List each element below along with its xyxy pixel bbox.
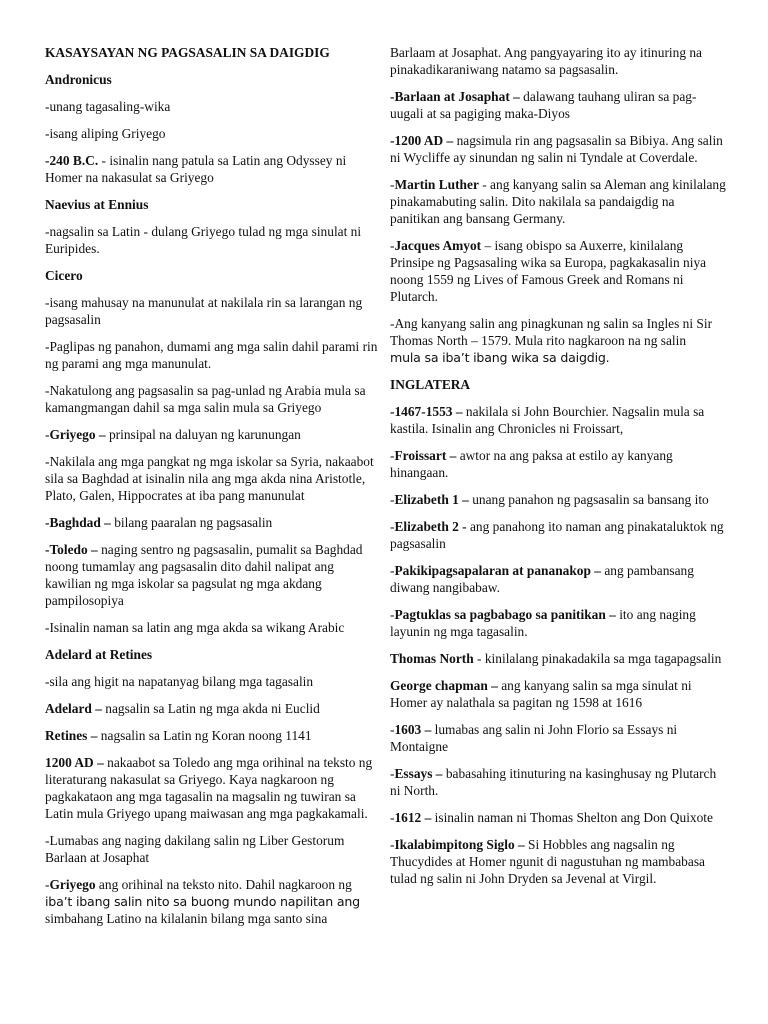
- entry-1603: -1603 – lumabas ang salin ni John Florio sa Essays ni Montaigne: [390, 722, 678, 754]
- heading-naevius-ennius: Naevius at Ennius: [45, 197, 149, 212]
- entry-240bc: -240 B.C. - isinalin nang patula sa Latin ang Odyssey ni Homer na nakasulat sa Griyego: [45, 153, 347, 185]
- paragraph: -Paglipas ng panahon, dumami ang mga salin dahil parami rin ng parami ang mga manunulat.: [45, 339, 378, 371]
- left-column: [45, 44, 381, 937]
- entry-jacques-amyot: -Jacques Amyot – isang obispo sa Auxerre, kinilalang Prinsipe ng Pagsasaling wika sa Europa, pagkakasalin niya noong 1559 ng Lives of Famous Greek and Romans ni Plutarch.: [390, 238, 707, 304]
- entry-retines: Retines – nagsalin sa Latin ng Koran noong 1141: [45, 728, 312, 743]
- entry-griyego: -Griyego – prinsipal na daluyan ng karunungan: [45, 427, 301, 442]
- entry-1612: -1612 – isinalin naman ni Thomas Shelton ang Don Quixote: [390, 810, 713, 825]
- paragraph: -isang aliping Griyego: [45, 126, 166, 141]
- paragraph: -Lumabas ang naging dakilang salin ng Liber Gestorum Barlaan at Josaphat: [45, 833, 345, 865]
- entry-martin-luther: -Martin Luther - ang kanyang salin sa Aleman ang kinilalang pinakamabuting salin. Dito nakilala sa pandaigdig na panitikan ang bansang Germany.: [390, 177, 726, 226]
- paragraph: -sila ang higit na napatanyag bilang mga tagasalin: [45, 674, 314, 689]
- entry-baghdad: -Baghdad – bilang paaralan ng pagsasalin: [45, 515, 273, 530]
- paragraph: -nagsalin sa Latin - dulang Griyego tulad ng mga sinulat ni Euripides.: [45, 224, 362, 256]
- entry-toledo: -Toledo – naging sentro ng pagsasalin, pumalit sa Baghdad noong tumamlay ang pagsasalin dito dahil nalipat ang kawilian ng mga iskolar sa pagsulat ng mga akdang pampilosopiya: [45, 542, 363, 608]
- entry-pagtuklas: -Pagtuklas sa pagbabago sa panitikan – ito ang naging layunin ng mga tagasalin.: [390, 607, 696, 639]
- entry-1467-1553: -1467-1553 – nakilala si John Bourchier. Nagsalin mula sa kastila. Isinalin ang Chronicles ni Froissart,: [390, 404, 705, 436]
- paragraph: -unang tagasaling-wika: [45, 99, 171, 114]
- entry-thomas-north: Thomas North - kinilalang pinakadakila sa mga tagapagsalin: [390, 651, 722, 666]
- entry-1200ad-bibiya: -1200 AD – nagsimula rin ang pagsasalin sa Bibiya. Ang salin ni Wycliffe ay sinundan ng salin ni Tyndale at Coverdale.: [390, 133, 723, 165]
- heading-inglatera: INGLATERA: [390, 377, 471, 392]
- entry-pakikipagsapalaran: -Pakikipagsapalaran at pananakop – ang pambansang diwang nangibabaw.: [390, 563, 694, 595]
- paragraph: -Isinalin naman sa latin ang mga akda sa wikang Arabic: [45, 620, 345, 635]
- paragraph: -Nakilala ang mga pangkat ng mga iskolar sa Syria, nakaabot sila sa Baghdad at isinalin nila ang mga akda nina Aristotle, Plato, Galen, Hippocrates at iba pang manunulat: [45, 454, 374, 503]
- document-title: KASAYSAYAN NG PAGSASALIN SA DAIGDIG: [45, 45, 330, 60]
- paragraph: -Ang kanyang salin ang pinagkunan ng salin sa Ingles ni Sir Thomas North – 1579. Mula rito nagkaroon na ng salin mula sa iba’t ibang wika sa daigdig.: [390, 316, 713, 365]
- heading-andronicus: Andronicus: [45, 72, 112, 87]
- heading-adelard-retines: Adelard at Retines: [45, 647, 153, 662]
- entry-barlaan: -Barlaan at Josaphat – dalawang tauhang uliran sa pag-uugali at sa pagiging maka-Diyos: [390, 89, 697, 121]
- entry-griyego-orihinal: -Griyego ang orihinal na teksto nito. Dahil nagkaroon ng iba’t ibang salin nito sa buong mundo napilitan ang simbahang Latino na kilalanin bilang mga santo sina: [45, 877, 360, 926]
- right-column: [390, 44, 726, 897]
- entry-essays: -Essays – babasahing itinuturing na kasinghusay ng Plutarch ni North.: [390, 766, 717, 798]
- entry-froissart: -Froissart – awtor na ang paksa at estilo ay kanyang hinangaan.: [390, 448, 673, 480]
- entry-1200ad: 1200 AD – nakaabot sa Toledo ang mga orihinal na teksto ng literaturang nakasulat sa Griyego. Kaya nagkaroon ng pagkakataon ang mga tagasalin na magsalin ng tuwiran sa Latin mula Griyego upang maiwasan ang mga pagkakamali.: [45, 755, 373, 821]
- paragraph: -Nakatulong ang pagsasalin sa pag-unlad ng Arabia mula sa kamangmangan dahil sa mga salin mula sa Griyego: [45, 383, 366, 415]
- paragraph: -isang mahusay na manunulat at nakilala rin sa larangan ng pagsasalin: [45, 295, 363, 327]
- entry-george-chapman: George chapman – ang kanyang salin sa mga sinulat ni Homer ay nalathala sa pagitan ng 1598 at 1616: [390, 678, 692, 710]
- entry-adelard: Adelard – nagsalin sa Latin ng mga akda ni Euclid: [45, 701, 320, 716]
- entry-ikalabimpitong-siglo: -Ikalabimpitong Siglo – Si Hobbles ang nagsalin ng Thucydides at Homer ngunit di nagustuhan ng mambabasa tulad ng salin ni John Dryden sa Jevenal at Virgil.: [390, 837, 705, 886]
- entry-elizabeth-1: -Elizabeth 1 – unang panahon ng pagsasalin sa bansang ito: [390, 492, 709, 507]
- paragraph: Barlaam at Josaphat. Ang pangyayaring ito ay itinuring na pinakadikaraniwang natamo sa pagsasalin.: [390, 45, 702, 77]
- heading-cicero: Cicero: [45, 268, 83, 283]
- entry-elizabeth-2: -Elizabeth 2 - ang panahong ito naman ang pinakataluktok ng pagsasalin: [390, 519, 724, 551]
